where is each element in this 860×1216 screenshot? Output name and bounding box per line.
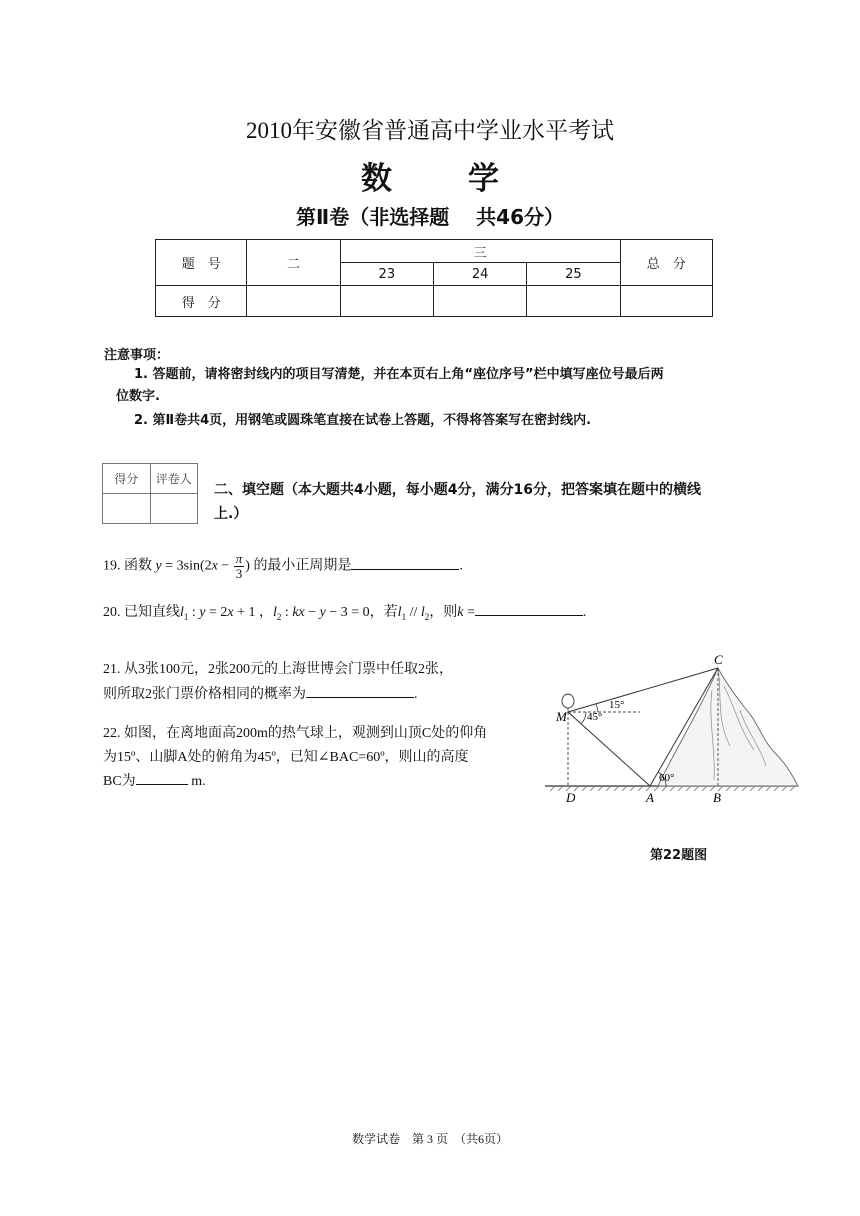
section2-heading (214, 478, 774, 526)
q19-fraction: $\frac{\pi}{3}$ (235, 551, 243, 581)
balloon-icon (562, 694, 574, 708)
notice-heading: 注意事项： (104, 348, 170, 363)
section-title: 第Ⅱ卷（非选择题 共46分） (296, 205, 564, 229)
page-footer: 数学试卷 第 3 页 （共6页） (351, 1132, 508, 1146)
q22-line-1: 22. 如图，在离地面高200m的热气球上，观测到山顶C处的仰角 (103, 726, 488, 741)
score-table-q25: 25 (527, 263, 620, 286)
mountain-shape (658, 668, 798, 786)
q20-then: ，则 (429, 605, 458, 620)
ground-hatch (550, 786, 795, 791)
question-21: 21. 从3张100元，2张200元的上海世博会门票中任取2张， 则所取2张门票价格相同的概率为 . (103, 659, 453, 706)
section2-line-1: 二、填空题（本大题共4小题，每小题4分，满分16分，把答案填在题中的横线 (214, 482, 701, 498)
q19-suffix: 的最小正周期是 (253, 558, 352, 574)
notice-item-1-cont: 位数字. (116, 389, 160, 404)
score-table (155, 239, 713, 317)
q22-line-2: 为15º、山脚A处的俯角为45º，已知∠BAC=60º，则山的高度 (103, 750, 469, 765)
grader-box-score-label: 得分 (103, 464, 151, 494)
label-B: B (713, 790, 721, 805)
subject-char-2: 学 (468, 161, 499, 197)
score-table-total: 总 分 (620, 240, 712, 286)
label-angle-15: 15° (609, 699, 625, 711)
q22-line-3-suffix: m. (191, 774, 206, 789)
grader-box-grader-label: 评卷人 (150, 464, 198, 494)
score-table-q24: 24 (433, 263, 526, 286)
q22-line-3-prefix: BC为 (103, 774, 136, 789)
score-table-score-label: 得 分 (156, 286, 247, 317)
mountain-figure (540, 650, 810, 810)
label-C: C (714, 652, 723, 667)
score-table-two: 二 (247, 240, 340, 286)
label-M: M (556, 709, 567, 724)
label-D: D (566, 790, 576, 805)
label-A: A (646, 790, 654, 805)
q20-prefix: 20. 已知直线 (103, 605, 180, 620)
score-table-q23: 23 (340, 263, 433, 286)
q20-answer-blank[interactable] (475, 601, 583, 616)
q22-answer-blank[interactable] (136, 770, 188, 785)
line-MC (568, 668, 718, 712)
notice-item-2: 2. 第Ⅱ卷共4页，用钢笔或圆珠笔直接在试卷上答题，不得将答案写在密封线内. (134, 413, 592, 428)
score-table-three: 三 (340, 240, 620, 263)
section2-line-2: 上.） (214, 506, 248, 522)
label-angle-45: 45° (587, 711, 603, 723)
line-MA (568, 712, 650, 786)
grader-box-score-cell[interactable] (103, 494, 151, 524)
q21-answer-blank[interactable] (306, 683, 414, 698)
grader-box-grader-cell[interactable] (150, 494, 198, 524)
question-20: 20. 已知直线$l_1$ : y = 2x + 1 ，$l_2$ : kx − y − 3 = 0，若$l_1 // l_2$，则k = . (103, 601, 586, 628)
q21-line-2: 则所取2张门票价格相同的概率为 (103, 687, 306, 702)
exam-title: 2010年安徽省普通高中学业水平考试 (246, 118, 614, 143)
grader-box (102, 463, 198, 524)
subject-title (0, 153, 860, 198)
q21-line-1: 21. 从3张100元，2张200元的上海世博会门票中任取2张， (103, 662, 453, 677)
q19-prefix: 19. 函数 (103, 558, 152, 574)
q19-answer-blank[interactable] (351, 555, 459, 570)
score-cell-total[interactable] (620, 286, 712, 317)
score-cell-two[interactable] (247, 286, 340, 317)
figure-caption: 第22题图 (650, 848, 708, 863)
question-22 (103, 722, 487, 794)
label-angle-60: 60° (659, 772, 675, 784)
notice-item-1: 1. 答题前，请将密封线内的项目写清楚，并在本页右上角“座位序号”栏中填写座位号最后两 (134, 367, 664, 382)
score-cell-23[interactable] (340, 286, 433, 317)
score-cell-25[interactable] (527, 286, 620, 317)
question-19: 19. 函数 y = 3sin(2x − $\frac{\pi}{3}$ ) 的最小正周期是 . (103, 551, 463, 581)
q19-formula: y (155, 558, 162, 574)
q20-mid: ，若 (369, 605, 398, 620)
score-table-qno: 题 号 (156, 240, 247, 286)
subject-char-1: 数 (361, 161, 392, 197)
score-cell-24[interactable] (433, 286, 526, 317)
